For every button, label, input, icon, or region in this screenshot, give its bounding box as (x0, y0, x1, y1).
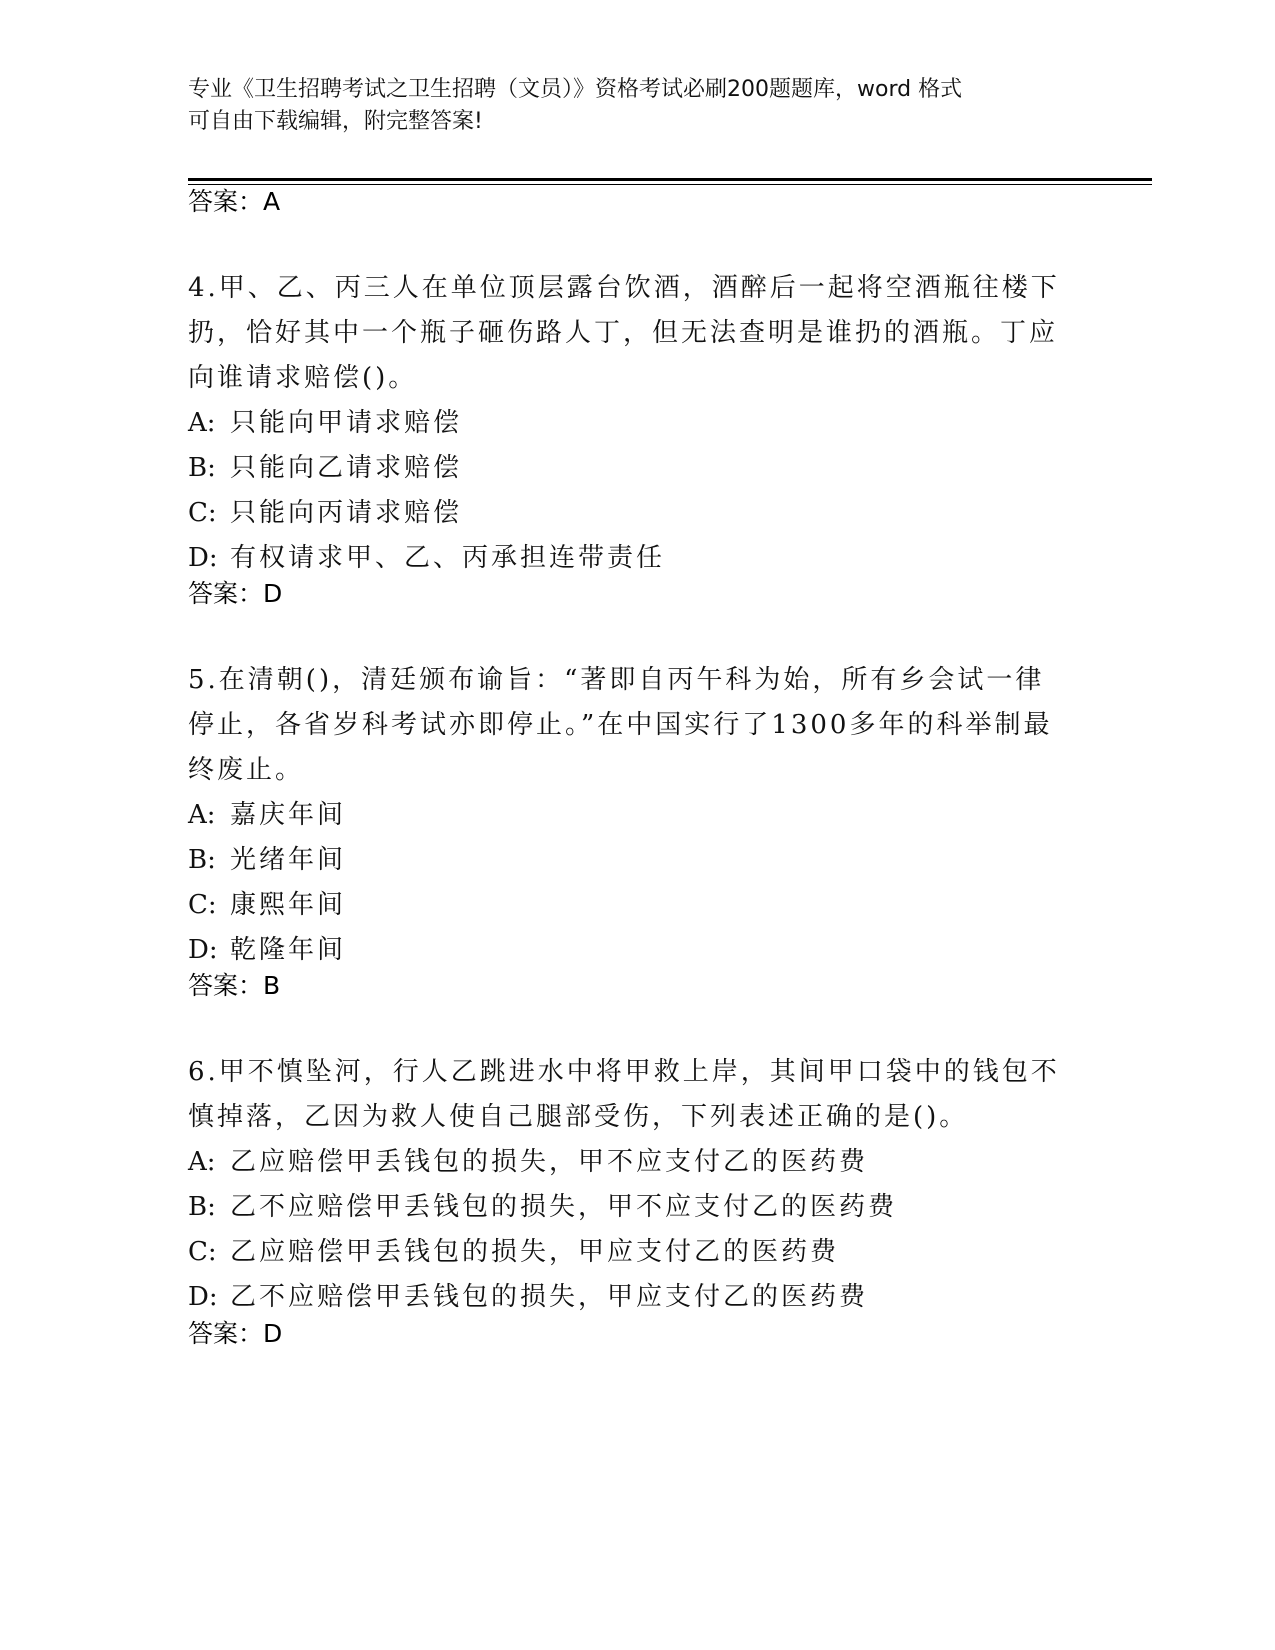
option-a (188, 793, 1068, 838)
option-text: 乙不应赔偿甲丢钱包的损失，甲应支付乙的医药费 (230, 1282, 869, 1312)
option-key: A: (188, 1147, 216, 1177)
option-d (188, 1275, 1068, 1320)
option-text: 乙应赔偿甲丢钱包的损失，甲应支付乙的医药费 (230, 1237, 840, 1267)
option-text: 有权请求甲、乙、丙承担连带责任 (230, 543, 666, 573)
header-line-1: 专业《卫生招聘考试之卫生招聘（文员）》资格考试必刷200题题库，word 格式 (188, 77, 963, 102)
option-key: C: (188, 1237, 217, 1267)
option-text: 乙不应赔偿甲丢钱包的损失，甲不应支付乙的医药费 (230, 1192, 898, 1222)
option-text: 光绪年间 (230, 845, 347, 875)
header-rule-thin (188, 184, 1152, 185)
option-text: 嘉庆年间 (230, 800, 347, 830)
option-a (188, 401, 1068, 446)
question-stem-line: 向谁请求赔偿()。 (188, 363, 418, 393)
option-text: 只能向乙请求赔偿 (230, 453, 463, 483)
option-key: D: (188, 935, 218, 965)
answer-q5: 答案：B (188, 971, 281, 1000)
question-stem-line: 扔，恰好其中一个瓶子砸伤路人丁，但无法查明是谁扔的酒瓶。丁应 (188, 318, 1059, 348)
answer-q3: 答案：A (188, 187, 281, 216)
option-key: A: (188, 408, 216, 438)
option-a (188, 1140, 1068, 1185)
option-key: B: (188, 1192, 216, 1222)
question-stem-line: 终废止。 (188, 755, 305, 785)
option-c (188, 1230, 1068, 1275)
option-b (188, 1185, 1068, 1230)
option-key: B: (188, 845, 216, 875)
option-text: 乙应赔偿甲丢钱包的损失，甲不应支付乙的医药费 (230, 1147, 869, 1177)
question-stem-line: 4.甲、乙、丙三人在单位顶层露台饮酒，酒醉后一起将空酒瓶往楼下 (188, 273, 1060, 303)
option-text: 只能向丙请求赔偿 (230, 498, 463, 528)
question-stem-line: 慎掉落，乙因为救人使自己腿部受伤，下列表述正确的是()。 (188, 1102, 969, 1132)
option-text: 乾隆年间 (230, 935, 347, 965)
document-header (188, 74, 1078, 138)
option-text: 康熙年间 (230, 890, 347, 920)
option-c (188, 491, 1068, 536)
question-4 (188, 266, 1068, 581)
option-c (188, 883, 1068, 928)
option-key: B: (188, 453, 216, 483)
answer-q6: 答案：D (188, 1319, 283, 1348)
option-key: A: (188, 800, 216, 830)
option-text: 只能向甲请求赔偿 (230, 408, 463, 438)
option-key: D: (188, 1282, 218, 1312)
question-stem-line: 5.在清朝()，清廷颁布谕旨：“著即自丙午科为始，所有乡会试一律 (188, 665, 1045, 695)
option-key: C: (188, 890, 217, 920)
question-stem-line: 停止，各省岁科考试亦即停止。”在中国实行了1300多年的科举制最 (188, 710, 1053, 740)
option-b (188, 838, 1068, 883)
answer-q4: 答案：D (188, 579, 283, 608)
option-key: C: (188, 498, 217, 528)
option-key: D: (188, 543, 218, 573)
header-rule-thick (188, 178, 1152, 181)
option-d (188, 928, 1068, 973)
question-6 (188, 1050, 1068, 1320)
question-stem-line: 6.甲不慎坠河，行人乙跳进水中将甲救上岸，其间甲口袋中的钱包不 (188, 1057, 1060, 1087)
option-d (188, 536, 1068, 581)
header-line-2: 可自由下载编辑，附完整答案! (188, 109, 483, 134)
question-5 (188, 658, 1068, 973)
option-b (188, 446, 1068, 491)
